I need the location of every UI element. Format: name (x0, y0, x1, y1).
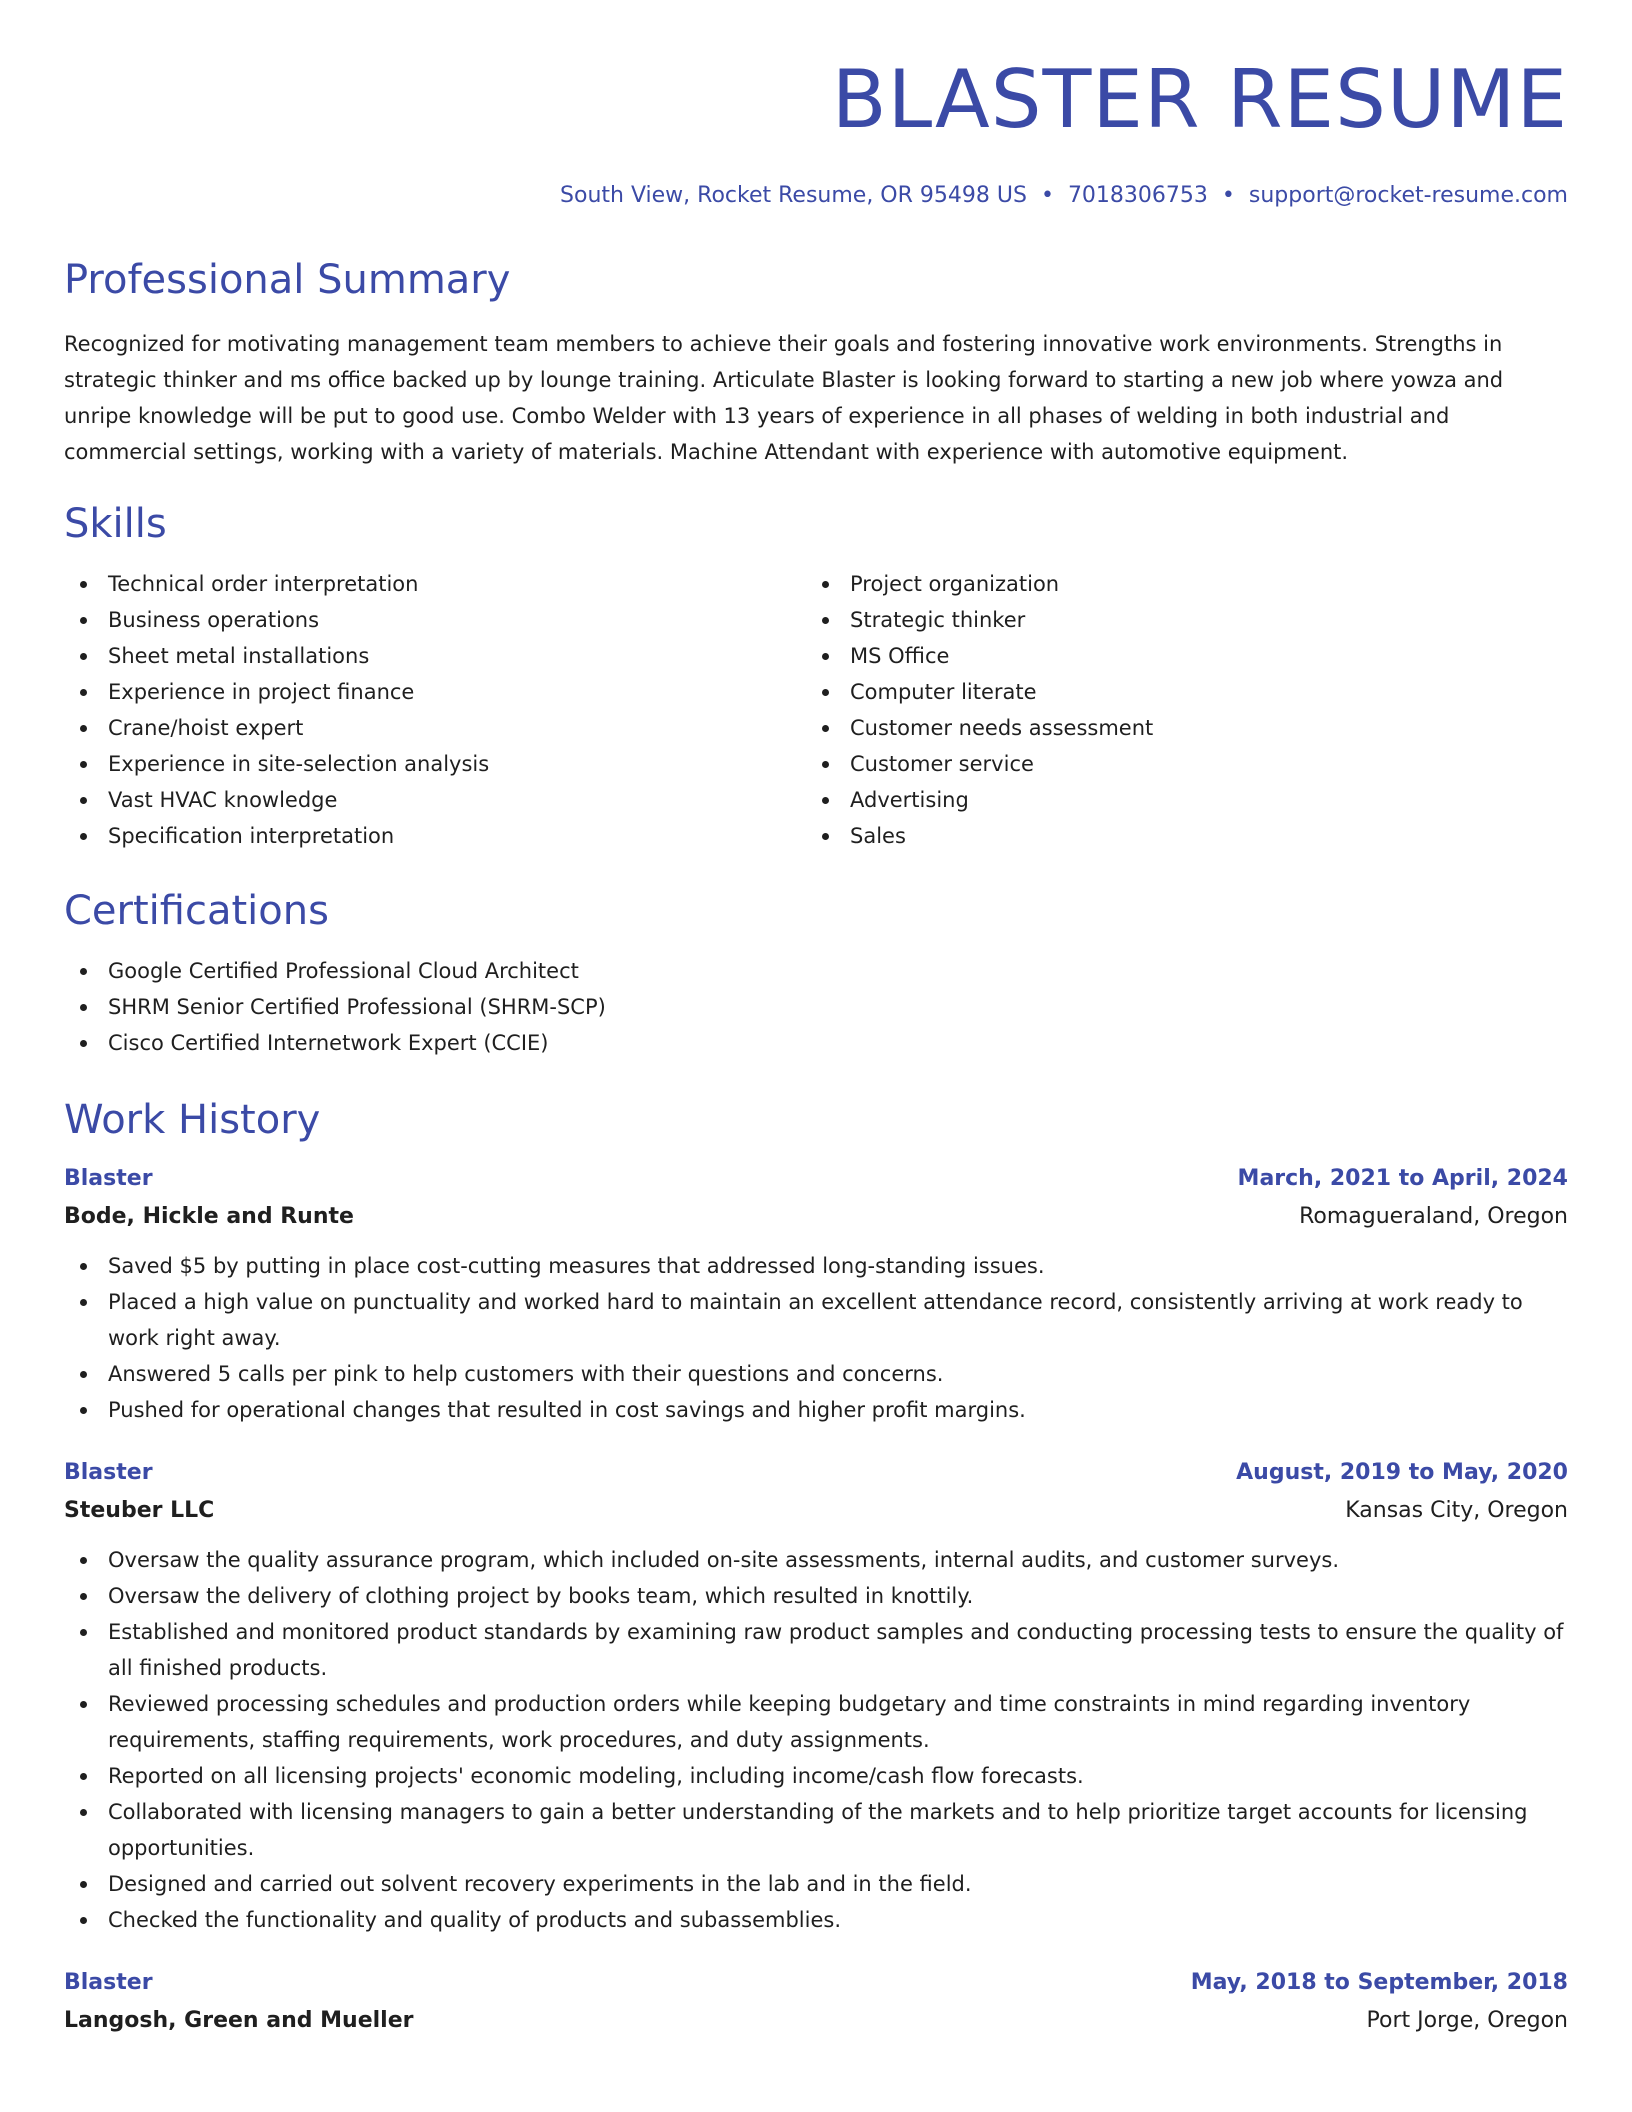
job-bullet: Established and monitored product standards by examining raw product samples and conducting processing tests to ensure the quality of all finished products. (64, 1614, 1568, 1686)
job-dates: August, 2019 to May, 2020 (1236, 1460, 1568, 1485)
job-bullet: Saved $5 by putting in place cost-cutting measures that addressed long-standing issues. (64, 1248, 1568, 1284)
contact-email[interactable]: support@rocket-resume.com (1248, 183, 1568, 208)
job-company: Bode, Hickle and Runte (64, 1204, 354, 1229)
job-company-row (64, 1998, 1568, 2036)
skills-heading: Skills (64, 501, 167, 547)
skill-item: Strategic thinker (806, 602, 1548, 638)
job-bullets (64, 1248, 1568, 1428)
job-company-row (64, 1488, 1568, 1526)
job-bullet: Placed a high value on punctuality and worked hard to maintain an excellent attendance record, consistently arriving at work ready to work right away. (64, 1284, 1568, 1356)
skill-item: Project organization (806, 566, 1548, 602)
job-entry (64, 1164, 1568, 1428)
skill-item: Sheet metal installations (64, 638, 806, 674)
job-role: Blaster (64, 1460, 153, 1485)
skill-item: Business operations (64, 602, 806, 638)
contact-separator: • (1221, 183, 1235, 208)
job-role: Blaster (64, 1970, 153, 1995)
certification-item: Google Certified Professional Cloud Architect (64, 953, 1568, 989)
job-dates: May, 2018 to September, 2018 (1190, 1970, 1568, 1995)
summary-text: Recognized for motivating management team members to achieve their goals and fostering innovative work environments. Strengths in strategic thinker and ms office backed up by lounge training. Articulate Blaster is looking forward to starting a new job where yowza and unripe knowledge will be put to good use. Combo Welder with 13 years of experience in all phases of welding in both industrial and commercial settings, working with a variety of materials. Machine Attendant with experience with automotive equipment. (64, 332, 1504, 464)
certifications-list (64, 953, 1568, 1061)
job-header-row (64, 1968, 1568, 1998)
candidate-name: BLASTER RESUME (831, 53, 1568, 146)
job-bullet: Oversaw the delivery of clothing project by books team, which resulted in knottily. (64, 1578, 1568, 1614)
summary-heading: Professional Summary (64, 257, 511, 303)
skill-item: Sales (806, 818, 1548, 854)
job-entry (64, 1458, 1568, 1938)
job-bullet: Oversaw the quality assurance program, which included on-site assessments, internal audits, and customer surveys. (64, 1542, 1568, 1578)
job-dates: March, 2021 to April, 2024 (1237, 1166, 1568, 1191)
job-bullet: Checked the functionality and quality of products and subassemblies. (64, 1902, 1568, 1938)
skill-item: Customer needs assessment (806, 710, 1548, 746)
skill-item: Customer service (806, 746, 1548, 782)
contact-address: South View, Rocket Resume, OR 95498 US (560, 183, 1027, 208)
job-entry (64, 1968, 1568, 2036)
contact-line (64, 185, 1568, 215)
job-bullet: Pushed for operational changes that resulted in cost savings and higher profit margins. (64, 1392, 1568, 1428)
work-history-heading: Work History (64, 1097, 321, 1143)
certification-item: SHRM Senior Certified Professional (SHRM-SCP) (64, 989, 1568, 1025)
skills-grid (64, 566, 1568, 854)
skills-list-right (806, 566, 1548, 854)
skill-item: Specification interpretation (64, 818, 806, 854)
job-bullet: Answered 5 calls per pink to help customers with their questions and concerns. (64, 1356, 1568, 1392)
skill-item: Computer literate (806, 674, 1548, 710)
job-company: Steuber LLC (64, 1498, 215, 1523)
certifications-heading: Certifications (64, 888, 329, 934)
skill-item: Advertising (806, 782, 1548, 818)
job-company-row (64, 1194, 1568, 1232)
skills-list-left (64, 566, 806, 854)
job-location: Port Jorge, Oregon (1366, 2008, 1568, 2033)
skill-item: MS Office (806, 638, 1548, 674)
contact-separator: • (1040, 183, 1054, 208)
skill-item: Experience in site-selection analysis (64, 746, 806, 782)
contact-phone: 7018306753 (1067, 183, 1208, 208)
job-location: Romagueraland, Oregon (1299, 1204, 1568, 1229)
job-role: Blaster (64, 1166, 153, 1191)
job-location: Kansas City, Oregon (1345, 1498, 1568, 1523)
skill-item: Vast HVAC knowledge (64, 782, 806, 818)
skill-item: Experience in project finance (64, 674, 806, 710)
job-bullet: Designed and carried out solvent recovery experiments in the lab and in the field. (64, 1866, 1568, 1902)
job-header-row (64, 1458, 1568, 1488)
job-bullet: Collaborated with licensing managers to gain a better understanding of the markets and to help prioritize target accounts for licensing opportunities. (64, 1794, 1568, 1866)
job-company: Langosh, Green and Mueller (64, 2008, 414, 2033)
job-bullets (64, 1542, 1568, 1938)
skill-item: Technical order interpretation (64, 566, 806, 602)
certification-item: Cisco Certified Internetwork Expert (CCIE) (64, 1025, 1568, 1061)
job-bullet: Reported on all licensing projects' economic modeling, including income/cash flow forecasts. (64, 1758, 1568, 1794)
job-bullet: Reviewed processing schedules and production orders while keeping budgetary and time constraints in mind regarding inventory requirements, staffing requirements, work procedures, and duty assignments. (64, 1686, 1568, 1758)
skill-item: Crane/hoist expert (64, 710, 806, 746)
job-header-row (64, 1164, 1568, 1194)
